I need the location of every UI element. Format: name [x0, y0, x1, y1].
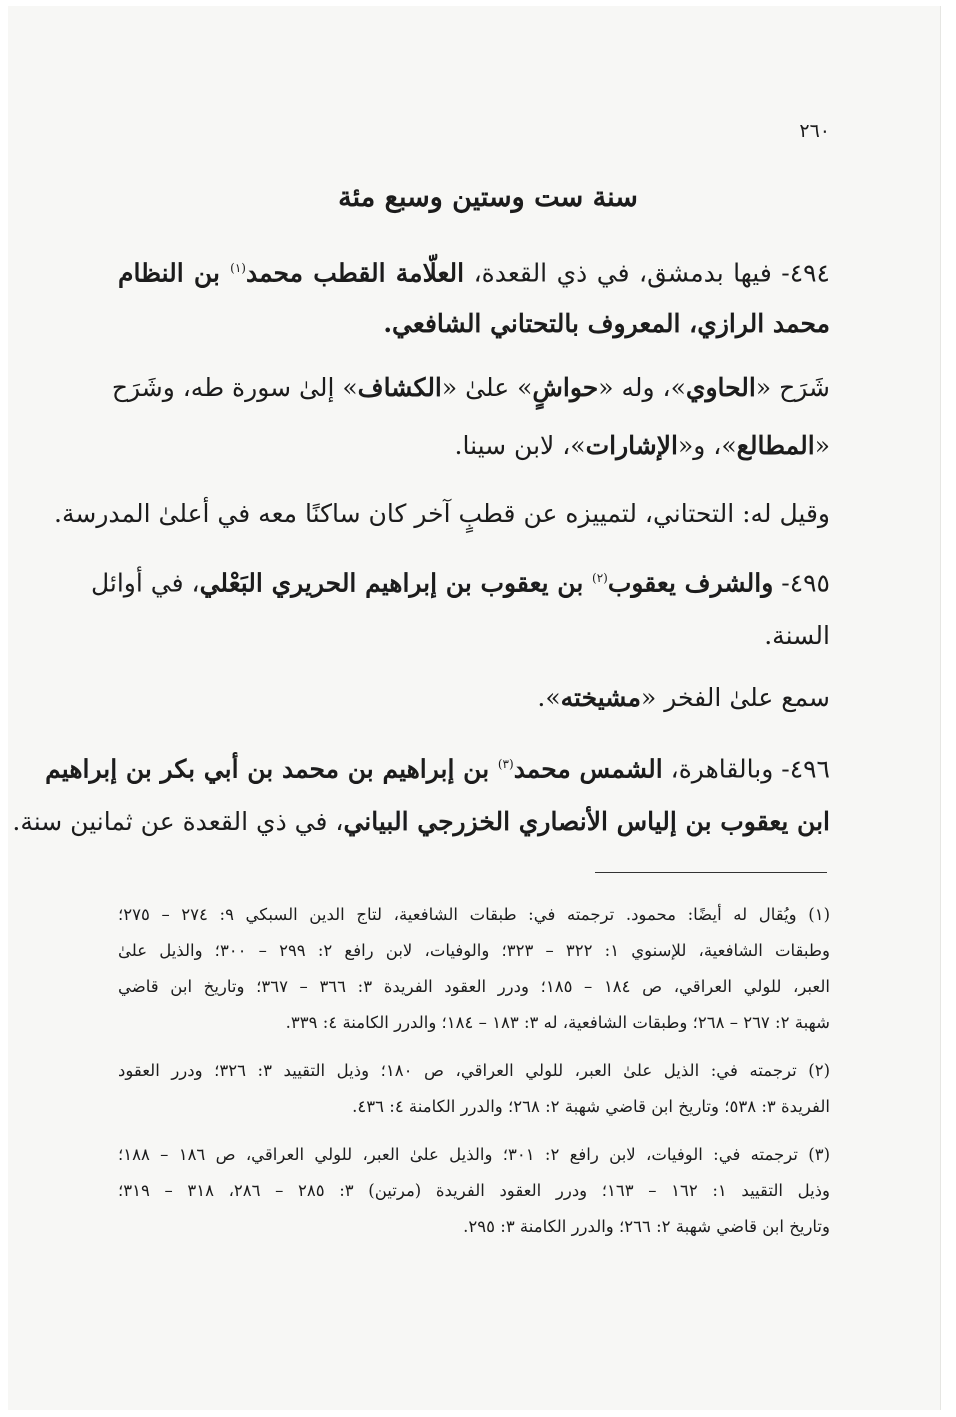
entry-496-line-2: [12, 804, 830, 842]
footnote-reference: (٣): [497, 757, 514, 771]
bold-text-segment: الكشاف: [357, 373, 442, 402]
bold-text-segment: ابن يعقوب بن إلياس الأنصاري الخزرجي البياني: [343, 807, 830, 836]
text-segment: وقيل له: التحتاني، لتمييزه عن قطبٍ آخر كان ساكنًا معه في أعلىٰ المدرسة.: [54, 499, 830, 528]
text-segment: شَرَح «: [755, 373, 830, 402]
bold-text-segment: مشيخته: [560, 683, 641, 712]
footnote-1-line-3: العبر، للولي العراقي، ص ١٨٤ – ١٨٥؛ ودرر العقود الفريدة ٣: ٣٦٦ – ٣٦٧؛ وتاريخ ابن قاضي: [118, 977, 830, 996]
bold-text-segment: بن يعقوب بن إبراهيم الحريري البَعْلي: [199, 568, 592, 598]
footnote-2-line-2: الفريدة ٣: ٥٣٨؛ وتاريخ ابن قاضي شهبة ٢: ٢٦٨؛ والدرر الكامنة ٤: ٤٣٦.: [352, 1097, 830, 1116]
footnote-reference: (٢): [592, 571, 608, 585]
text-segment: ٤٩٤- فيها بدمشق، في ذي القعدة،: [464, 258, 830, 288]
bold-text-segment: بن النظام: [118, 258, 231, 288]
entry-495-line-1: [90, 560, 830, 598]
text-segment: » إلىٰ سورة طه، وشَرَح: [111, 373, 358, 402]
text-segment: السنة.: [764, 621, 830, 650]
footnote-3-line-2: وذيل التقييد ١: ١٦٢ – ١٦٣؛ ودرر العقود الفريدة (مرتين) ٣: ٢٨٥ – ٢٨٦، ٣١٨ – ٣١٩؛: [118, 1181, 830, 1200]
bold-text-segment: محمد الرازي، المعروف بالتحتاني الشافعي.: [383, 309, 830, 338]
entry-494-line-2: [118, 306, 830, 344]
bold-text-segment: الإشارات: [585, 431, 678, 460]
bold-text-segment: والشرف يعقوب: [607, 568, 774, 598]
heard-from-line: [118, 680, 830, 718]
nickname-note: [54, 496, 830, 534]
footnote-1-line-4: شهبة ٢: ٢٦٧ – ٢٦٨؛ وطبقات الشافعية، له ٣: ١٨٣ – ١٨٤؛ والدرر الكامنة ٤: ٣٣٩.: [285, 1013, 830, 1032]
footnote-reference: (١): [230, 261, 246, 275]
text-segment: »، و«: [677, 431, 737, 460]
text-segment: سمع علىٰ الفخر «: [640, 683, 830, 712]
text-segment: » علىٰ «: [441, 373, 533, 402]
entry-496-line-1: [45, 746, 830, 784]
footnote-3-line-1: (٣) ترجمته في: الوفيات، لابن رافع ٢: ٣٠١؛ والذيل علىٰ العبر، للولي العراقي، ص ١٨٦ – ١٨٨؛: [118, 1145, 830, 1164]
text-segment: ، في أوائل: [90, 568, 200, 598]
works-line-1: [111, 370, 830, 408]
bold-text-segment: الحاوي: [685, 373, 756, 402]
text-segment: ٤٩٦- وبالقاهرة،: [662, 754, 830, 784]
text-segment: «: [814, 431, 830, 460]
entry-494-line-1: [118, 250, 830, 288]
page-number: ٢٦٠: [799, 120, 830, 142]
text-segment: ٤٩٥-: [773, 568, 830, 598]
book-page: [8, 6, 941, 1410]
footnote-1-line-2: وطبقات الشافعية، للإسنوي ١: ٣٢٢ – ٣٢٣؛ والوفيات، لابن رافع ٢: ٢٩٩ – ٣٠٠؛ والذيل علىٰ: [118, 941, 830, 960]
bold-text-segment: بن إبراهيم بن محمد بن أبي بكر بن إبراهيم: [45, 754, 498, 784]
bold-text-segment: المطالع: [736, 431, 815, 460]
bold-text-segment: الشمس محمد: [513, 754, 663, 784]
footnote-2-line-1: (٢) ترجمته في: الذيل علىٰ العبر، للولي العراقي، ص ١٨٠؛ وذيل التقييد ٣: ٣٢٦؛ ودرر العقود: [118, 1061, 831, 1080]
bold-text-segment: العلّامة القطب محمد: [245, 258, 465, 288]
section-title: سنة ست وستين وسبع مئة: [338, 182, 638, 213]
entry-495-line-2: [118, 618, 830, 656]
text-segment: ».: [537, 683, 561, 712]
bold-text-segment: حواشٍ: [532, 373, 599, 402]
text-segment: ، في ذي القعدة عن ثمانين سنة.: [12, 807, 344, 836]
text-segment: »، وله «: [598, 373, 686, 402]
works-line-2: [118, 428, 830, 466]
footnote-1-line-1: (١) ويُقال له أيضًا: محمود. ترجمته في: طبقات الشافعية، لتاج الدين السبكي ٩: ٢٧٤ – ٢٧٥؛: [118, 905, 830, 924]
text-segment: »، لابن سينا.: [454, 431, 586, 460]
footnote-3-line-3: وتاريخ ابن قاضي شهبة ٢: ٢٦٦؛ والدرر الكامنة ٣: ٢٩٥.: [463, 1217, 830, 1236]
footnote-separator: [595, 872, 827, 873]
